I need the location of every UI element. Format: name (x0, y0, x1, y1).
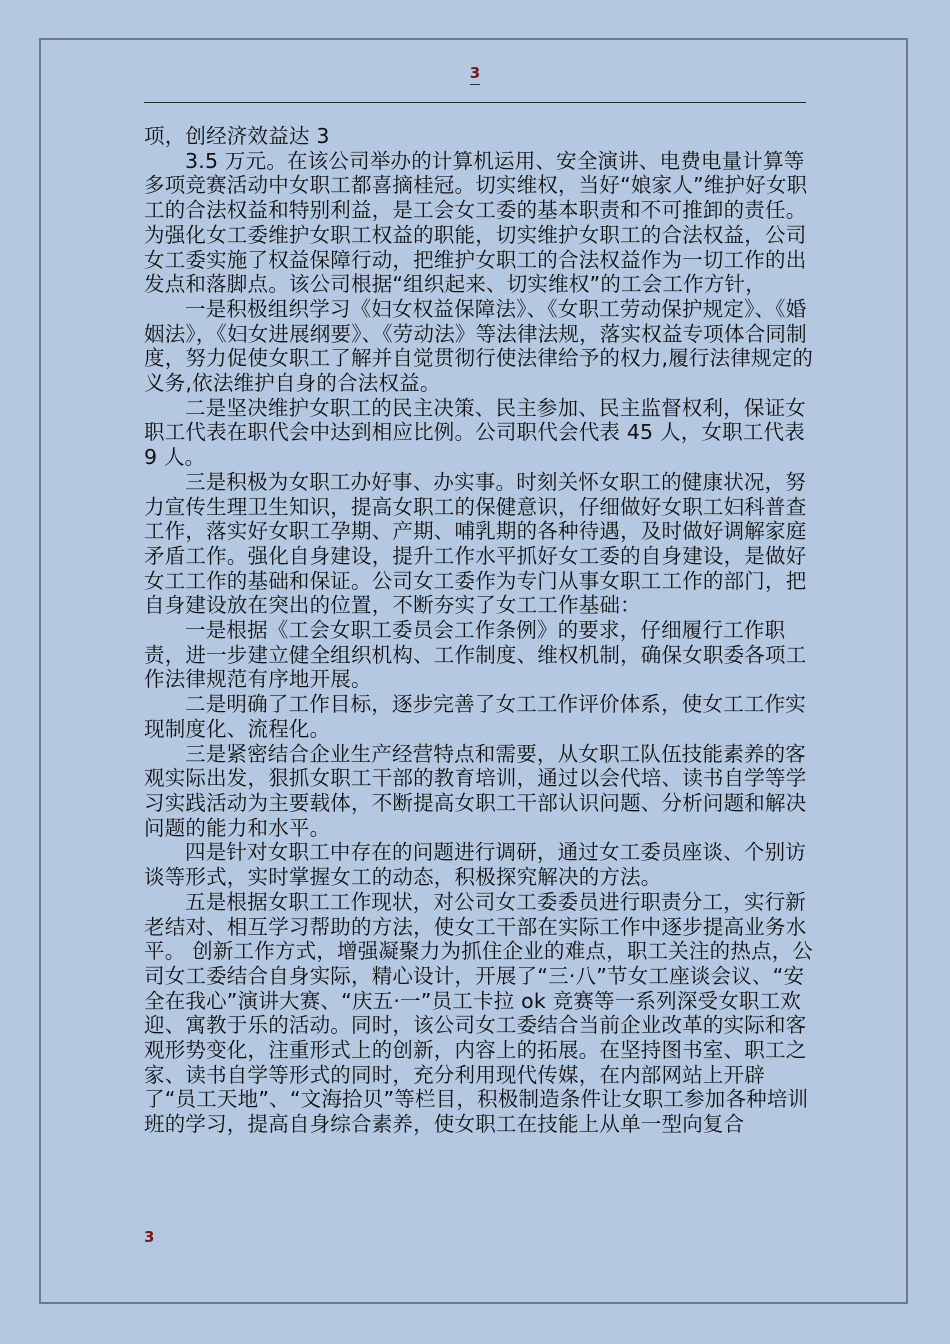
footer-page-number: 3 (144, 1228, 155, 1246)
header-number-underline (470, 84, 480, 85)
paragraph: 四是针对女职工中存在的问题进行调研，通过女工委员座谈、个别访谈等形式，实时掌握女工的动态，积极探究解决的方法。 (144, 840, 806, 890)
paragraph: 三是积极为女职工办好事、办实事。时刻关怀女职工的健康状况，努力宣传生理卫生知识，提高女职工的保健意识，仔细做好女职工妇科普查工作，落实好女职工孕期、产期、哺乳期的各种待遇，及时做好调解家庭矛盾工作。强化自身建设，提升工作水平抓好女工委的自身建设，是做好女工工作的基础和保证。公司女工委作为专门从事女职工工作的部门，把自身建设放在突出的位置，不断夯实了女工工作基础： (144, 469, 807, 618)
paragraph: 二是明确了工作目标，逐步完善了女工工作评价体系，使女工工作实现制度化、流程化。 (144, 692, 806, 741)
paragraph: 一是积极组织学习《妇女权益保障法》、《女职工劳动保护规定》、《婚姻法》，《妇女进展纲要》、《劳动法》等法律法规，落实权益专项体合同制度，努力促使女职工了解并自觉贯彻行使法律给予的权力,履行法律规定的义务,依法维护自身的合法权益。 (144, 296, 814, 396)
header-rule (144, 102, 806, 103)
paragraph: 五是根据女职工工作现状，对公司女工委委员进行职责分工，实行新老结对、相互学习帮助的方法，使女工干部在实际工作中逐步提高业务水平。 创新工作方式，增强凝聚力为抓住企业的难点，职工关注的热点，公司女工委结合自身实际，精心设计，开展了“三·八”节女工座谈会议、“安全在我心”演讲大赛、“庆五·一”员工卡拉 ok 竞赛等一系列深受女职工欢迎、寓教于乐的活动。同时，该公司女工委结合当前企业改革的实际和客观形势变化，注重形式上的创新，内容上的拓展。在坚持图书室、职工之家、读书自学等形式的同时，充分利用现代传媒，在内部网站上开辟了“员工天地”、“文海拾贝”等栏目，积极制造条件让女职工参加各种培训班的学习，提高自身综合素养，使女职工在技能上从单一型向复合 (144, 889, 814, 1137)
paragraph: 3.5 万元。在该公司举办的计算机运用、安全演讲、电费电量计算等多项竞赛活动中女职工都喜摘桂冠。切实维权，当好“娘家人”维护好女职工的合法权益和特别利益，是工会女工委的基本职责和不可推卸的责任。为强化女工委维护女职工权益的职能，切实维护女职工的合法权益，公司女工委实施了权益保障行动，把维护女职工的合法权益作为一切工作的出发点和落脚点。该公司根据“组织起来、切实维权”的工会工作方针， (144, 148, 808, 297)
paragraph: 三是紧密结合企业生产经营特点和需要，从女职工队伍技能素养的客观实际出发，狠抓女职工干部的教育培训，通过以会代培、读书自学等学习实践活动为主要载体，不断提高女职工干部认识问题、分析问题和解决问题的能力和水平。 (144, 741, 807, 840)
body-text (144, 124, 816, 1137)
paragraph: 二是坚决维护女职工的民主决策、民主参加、民主监督权利，保证女职工代表在职代会中达到相应比例。公司职代会代表 45 人，女职工代表 9 人。 (144, 395, 806, 470)
paragraph: 一是根据《工会女职工委员会工作条例》的要求，仔细履行工作职责，进一步建立健全组织机构、工作制度、维权机制，确保女职委各项工作法律规范有序地开展。 (144, 618, 807, 692)
header-page-number: 3 (469, 64, 481, 82)
paragraph: 项，创经济效益达 3 (144, 124, 330, 148)
